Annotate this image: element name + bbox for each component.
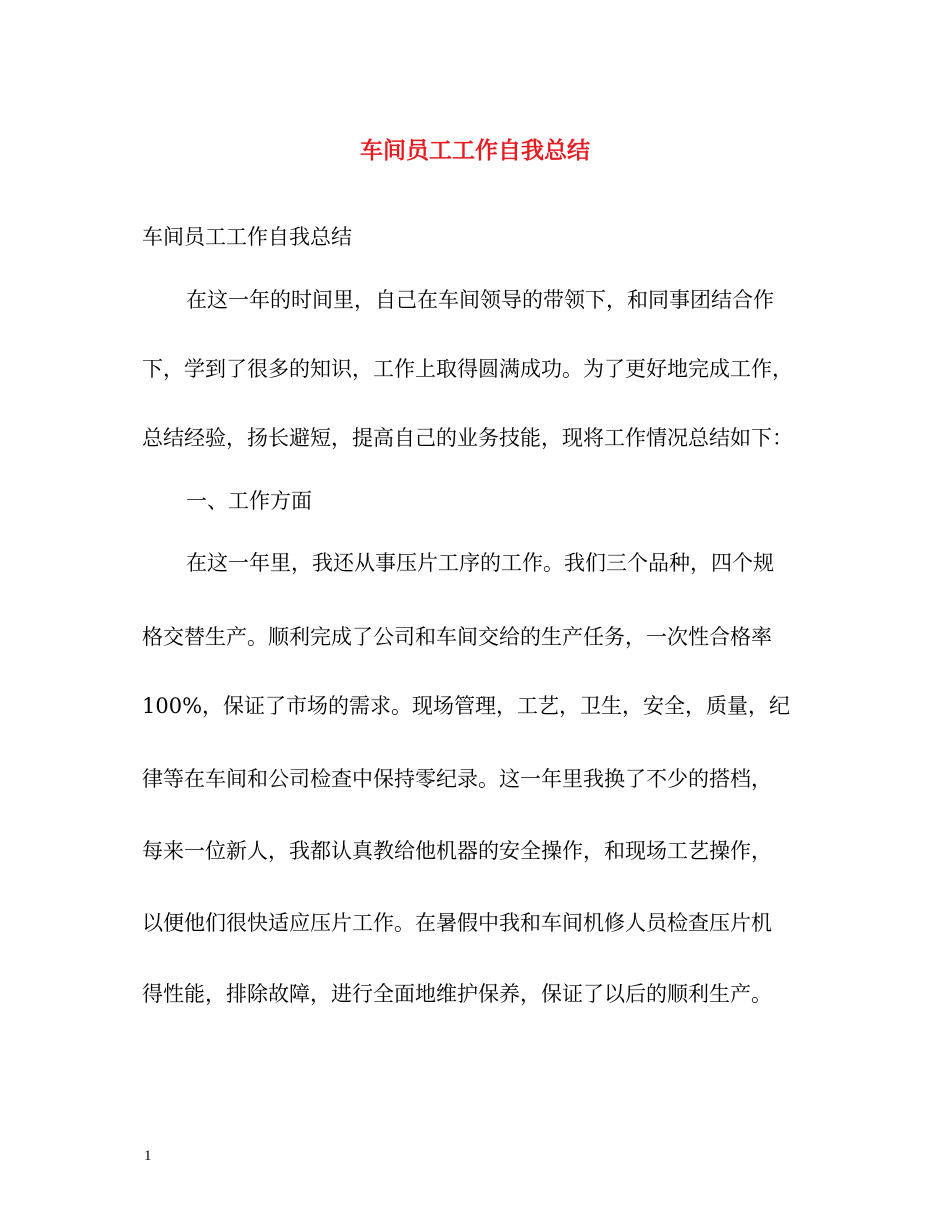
paragraph-line: 下，学到了很多的知识，工作上取得圆满成功。为了更好地完成工作， — [142, 357, 793, 381]
paragraph-line: 得性能，排除故障，进行全面地维护保养，保证了以后的顺利生产。 — [142, 982, 772, 1006]
document-title: 车间员工工作自我总结 — [360, 138, 590, 164]
section-heading: 一、工作方面 — [186, 489, 312, 513]
paragraph-line: 格交替生产。顺利完成了公司和车间交给的生产任务，一次性合格率 — [142, 625, 772, 649]
paragraph-line: 总结经验，扬长避短，提高自己的业务技能，现将工作情况总结如下： — [142, 426, 793, 450]
document-subtitle: 车间员工工作自我总结 — [142, 225, 352, 249]
page-number: 1 — [144, 1148, 152, 1164]
paragraph-line: 律等在车间和公司检查中保持零纪录。这一年里我换了不少的搭档， — [142, 767, 772, 791]
paragraph-line: 每来一位新人，我都认真教给他机器的安全操作，和现场工艺操作， — [142, 839, 772, 863]
paragraph-line: 100%，保证了市场的需求。现场管理，工艺，卫生，安全，质量，纪 — [142, 694, 791, 718]
paragraph-line: 在这一年的时间里，自己在车间领导的带领下，和同事团结合作 — [186, 288, 774, 312]
paragraph-line: 在这一年里，我还从事压片工序的工作。我们三个品种，四个规 — [186, 551, 774, 575]
paragraph-line: 以便他们很快适应压片工作。在暑假中我和车间机修人员检查压片机 — [142, 911, 772, 935]
